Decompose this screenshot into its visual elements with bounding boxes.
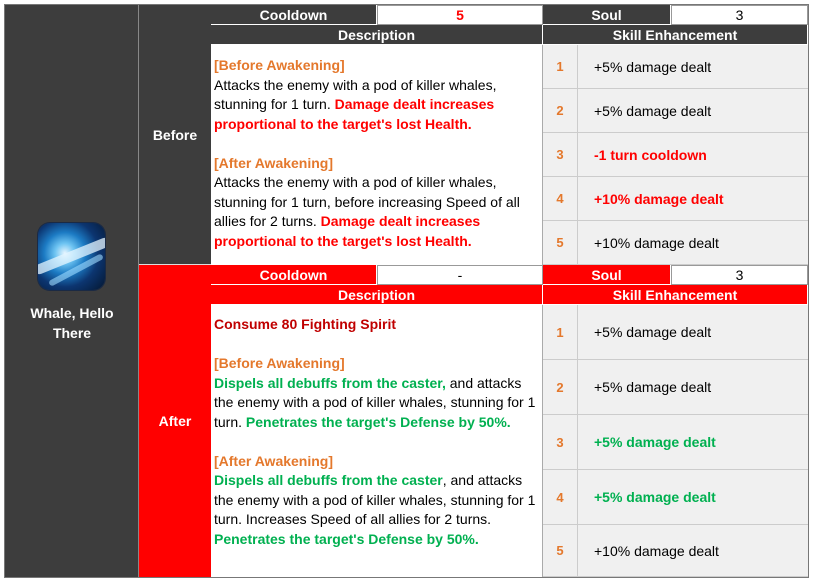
after-cooldown-value: - [377, 265, 543, 285]
after-awakening-tag: [After Awakening] [214, 154, 334, 171]
before-enh-level: 2 [543, 89, 578, 133]
after-awakening-penetrate: Penetrates the target's Defense by 50%. [214, 530, 479, 547]
before-awakening-dispel: Dispels all debuffs from the caster, [214, 374, 446, 391]
after-enh-text: +10% damage dealt [578, 525, 808, 577]
before-enh-text: -1 turn cooldown [578, 133, 808, 177]
before-enh-text: +5% damage dealt [578, 45, 808, 89]
after-awakening-text: , and attacks the enemy with a pod of killer whales, stunning for 1 turn. Increases Speed of all allies for 2 turns. [214, 472, 536, 527]
after-awakening-dispel: Dispels all debuffs from the caster [214, 472, 443, 488]
before-enh-level: 1 [543, 45, 578, 89]
skill-column [5, 5, 139, 577]
skill-table [4, 4, 809, 578]
before-awakening-text: and attacks the enemy with a pod of killer whales, stunning for 1 turn. [214, 374, 536, 430]
after-description-header: Description [211, 285, 543, 305]
before-enh-text: +10% damage dealt [578, 177, 808, 221]
skill-name: Whale, Hello There [30, 305, 114, 341]
before-awakening-penetrate: Penetrates the target's Defense by 50%. [245, 413, 511, 430]
killer-whale-skill-icon [38, 223, 105, 290]
after-label: After [139, 265, 211, 577]
after-enhancement-header: Skill Enhancement [543, 285, 808, 305]
before-enh-level: 4 [543, 177, 578, 221]
before-enh-text: +10% damage dealt [578, 221, 808, 265]
before-cooldown-label: Cooldown [211, 5, 377, 25]
before-cooldown-value: 5 [377, 5, 543, 25]
after-enh-level: 1 [543, 305, 578, 360]
before-label: Before [139, 5, 211, 265]
after-enh-text: +5% damage dealt [578, 415, 808, 470]
before-awakening-tag: [Before Awakening] [214, 355, 345, 371]
before-enh-text: +5% damage dealt [578, 89, 808, 133]
before-enh-level: 3 [543, 133, 578, 177]
before-awakening-tag: [Before Awakening] [214, 57, 345, 73]
fighting-spirit-cost: Consume 80 Fighting Spirit [214, 316, 397, 332]
after-enh-level: 3 [543, 415, 578, 470]
after-awakening-highlight: Damage dealt increases proportional to the target's lost Health. [214, 213, 481, 249]
before-soul-label: Soul [543, 5, 671, 25]
before-awakening-text: Attacks the enemy with a pod of killer whales, stunning for 1 turn. [214, 76, 497, 112]
after-enh-level: 2 [543, 360, 578, 415]
after-awakening-tag: [After Awakening] [214, 452, 334, 469]
before-description [211, 45, 543, 265]
before-awakening-highlight: Damage dealt increases proportional to the target's lost Health. [214, 96, 495, 132]
after-enh-level: 4 [543, 470, 578, 525]
after-enh-text: +5% damage dealt [578, 305, 808, 360]
after-soul-value: 3 [671, 265, 808, 285]
after-awakening-text: Attacks the enemy with a pod of killer whales, stunning for 1 turn, before increasing Speed of all allies for 2 turns. [214, 174, 520, 229]
after-enh-level: 5 [543, 525, 578, 577]
before-enhancement-header: Skill Enhancement [543, 25, 808, 45]
after-enh-text: +5% damage dealt [578, 360, 808, 415]
before-soul-value: 3 [671, 5, 808, 25]
after-enh-text: +5% damage dealt [578, 470, 808, 525]
after-soul-label: Soul [543, 265, 671, 285]
after-cooldown-label: Cooldown [211, 265, 377, 285]
after-description [211, 305, 543, 577]
before-enh-level: 5 [543, 221, 578, 265]
before-description-header: Description [211, 25, 543, 45]
